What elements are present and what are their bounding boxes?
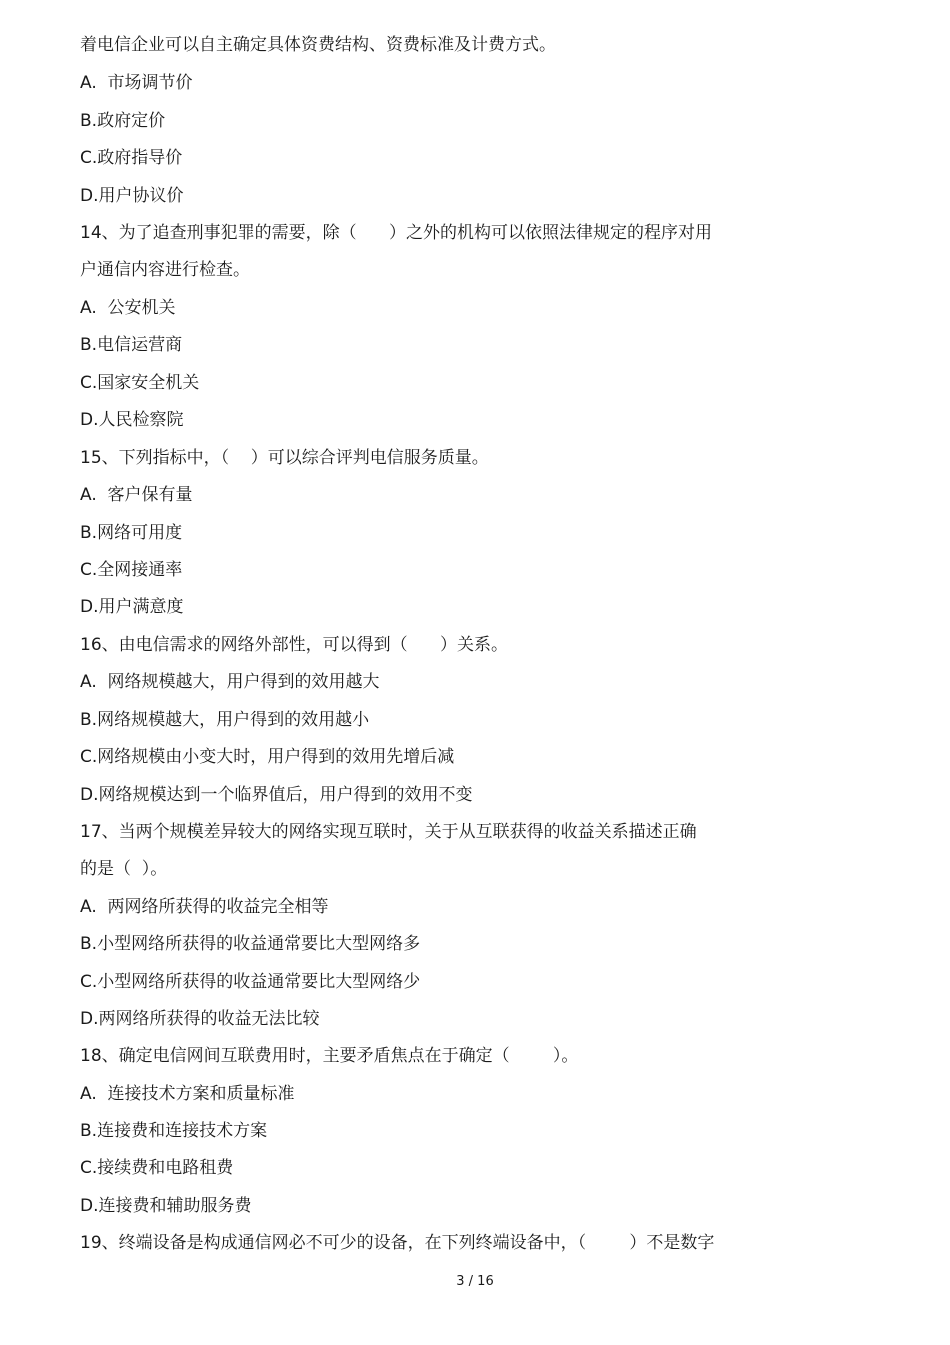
option-13-a: A. 市场调节价 — [80, 73, 193, 93]
option-14-d: D.人民检察院 — [80, 410, 184, 430]
question-17-cont: 的是（ ）。 — [80, 859, 168, 879]
option-13-d: D.用户协议价 — [80, 186, 184, 206]
option-17-a: A. 两网络所获得的收益完全相等 — [80, 897, 329, 917]
question-16: 16、由电信需求的网络外部性，可以得到（ ）关系。 — [80, 635, 509, 655]
option-17-d: D.两网络所获得的收益无法比较 — [80, 1009, 320, 1029]
option-16-c: C.网络规模由小变大时，用户得到的效用先增后减 — [80, 747, 455, 767]
option-16-d: D.网络规模达到一个临界值后，用户得到的效用不变 — [80, 785, 473, 805]
option-15-b: B.网络可用度 — [80, 523, 183, 543]
option-18-b: B.连接费和连接技术方案 — [80, 1121, 268, 1141]
option-18-d: D.连接费和辅助服务费 — [80, 1196, 252, 1216]
option-16-b: B.网络规模越大，用户得到的效用越小 — [80, 710, 370, 730]
option-14-a: A. 公安机关 — [80, 298, 176, 318]
option-14-c: C.国家安全机关 — [80, 373, 200, 393]
page-number: 3 / 16 — [456, 1274, 494, 1289]
question-17: 17、当两个规模差异较大的网络实现互联时，关于从互联获得的收益关系描述正确 — [80, 822, 697, 842]
option-13-b: B.政府定价 — [80, 111, 166, 131]
option-18-c: C.接续费和电路租费 — [80, 1158, 234, 1178]
question-18: 18、确定电信网间互联费用时，主要矛盾焦点在于确定（ ）。 — [80, 1046, 579, 1066]
question-14-cont: 户通信内容进行检查。 — [80, 260, 250, 280]
option-15-c: C.全网接通率 — [80, 560, 183, 580]
option-15-a: A. 客户保有量 — [80, 485, 193, 505]
option-17-c: C.小型网络所获得的收益通常要比大型网络少 — [80, 972, 421, 992]
text-line-continuation: 着电信企业可以自主确定具体资费结构、资费标准及计费方式。 — [80, 35, 556, 55]
question-14: 14、为了追查刑事犯罪的需要，除（ ）之外的机构可以依照法律规定的程序对用 — [80, 223, 713, 243]
option-17-b: B.小型网络所获得的收益通常要比大型网络多 — [80, 934, 421, 954]
option-16-a: A. 网络规模越大，用户得到的效用越大 — [80, 672, 380, 692]
question-15: 15、下列指标中，（ ）可以综合评判电信服务质量。 — [80, 448, 489, 468]
option-15-d: D.用户满意度 — [80, 597, 184, 617]
option-14-b: B.电信运营商 — [80, 335, 183, 355]
option-13-c: C.政府指导价 — [80, 148, 183, 168]
question-19: 19、终端设备是构成通信网必不可少的设备，在下列终端设备中，（ ）不是数字 — [80, 1233, 715, 1253]
option-18-a: A. 连接技术方案和质量标准 — [80, 1084, 295, 1104]
